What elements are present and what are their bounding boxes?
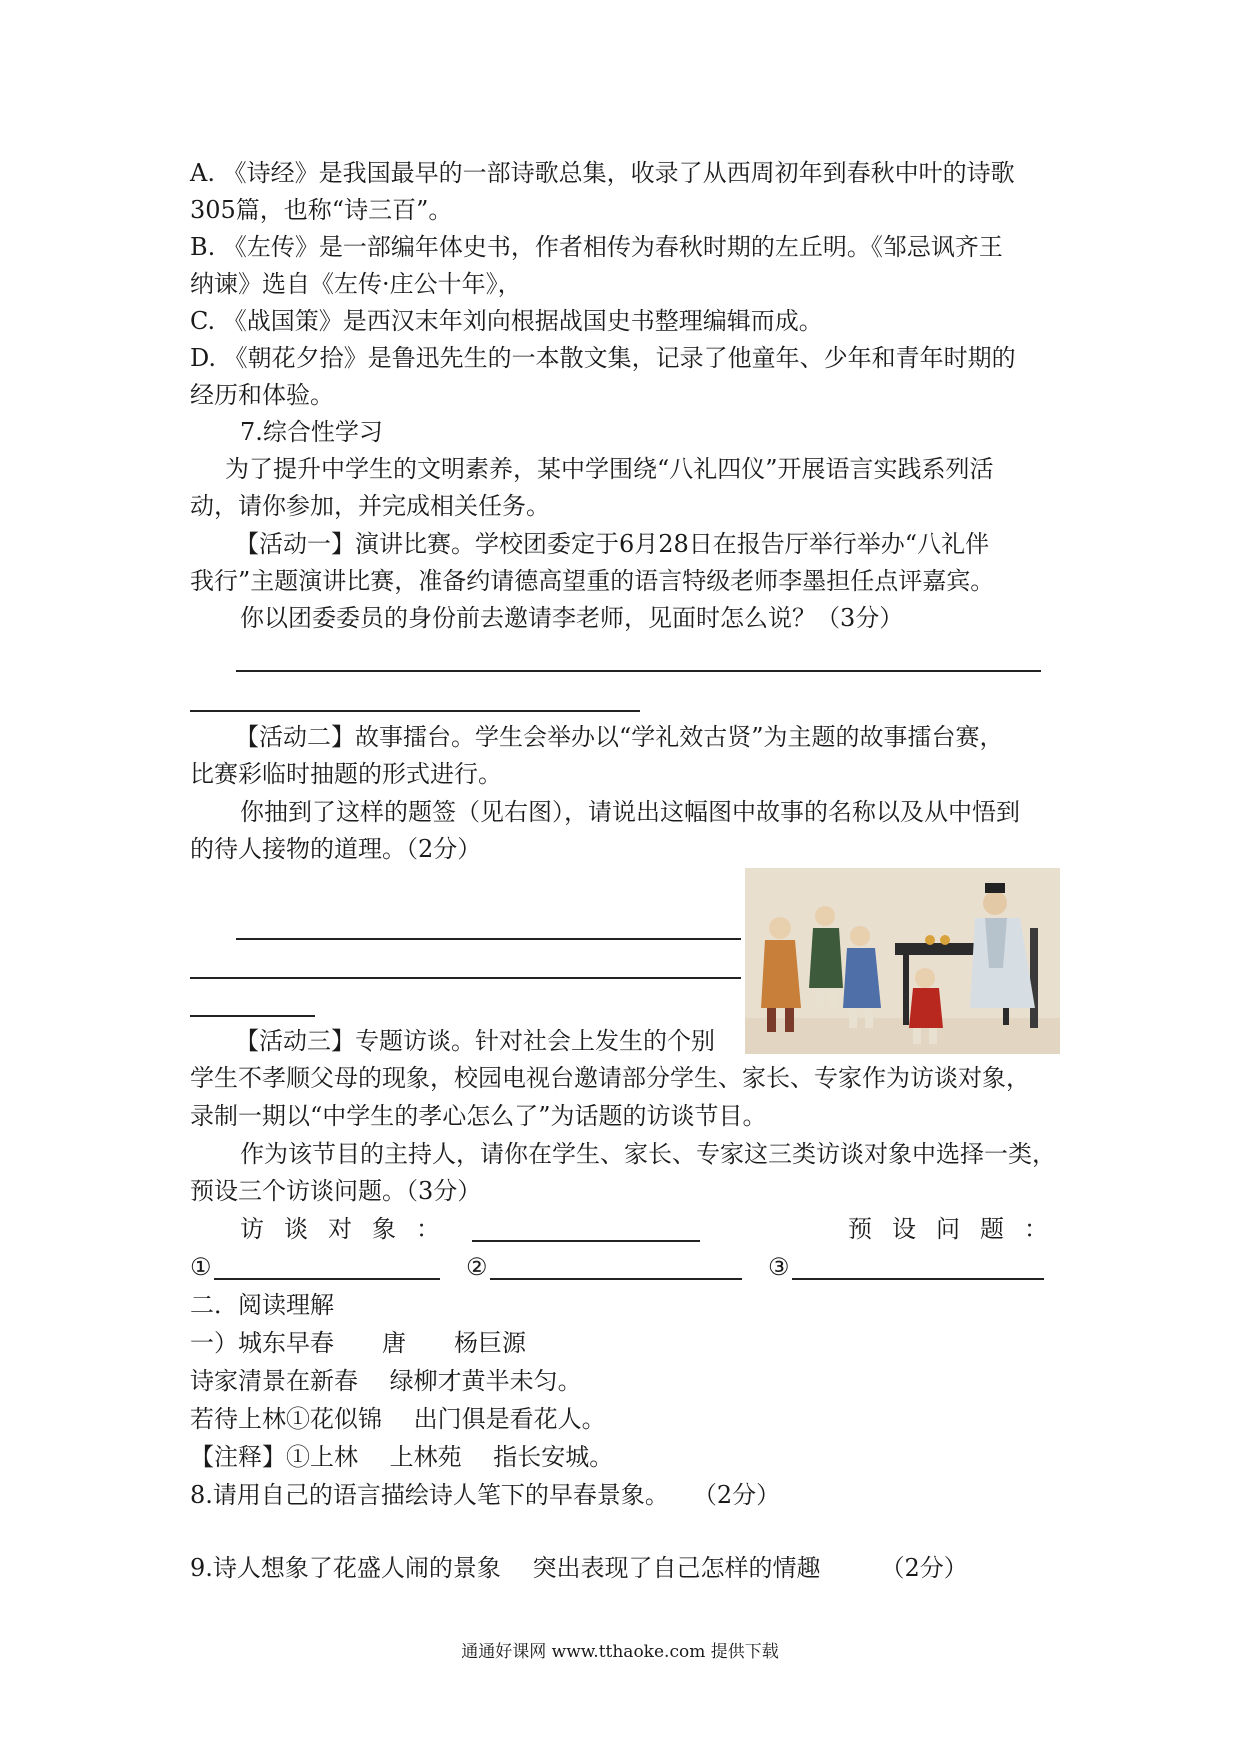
question-mark-2: ② <box>466 1253 488 1281</box>
footer-source: 通通好课网 www.tthaoke.com 提供下载 <box>461 1642 779 1662</box>
option-b-line2: 纳谏》选自《左传·庄公十年》， <box>190 270 522 298</box>
answer-line-2b[interactable] <box>190 977 741 979</box>
activity-3-line1: 【活动三】专题访谈。针对社会上发生的个别 <box>235 1027 715 1055</box>
activity-1-question: 你以团委委员的身份前去邀请李老师，见面时怎么说？（3分） <box>240 604 904 632</box>
option-d-line2: 经历和体验。 <box>190 381 334 409</box>
option-b-line1: B. 《左传》是一部编年体史书，作者相传为春秋时期的左丘明。《邹忌讽齐王 <box>190 233 1003 261</box>
activity-3-question-line2: 预设三个访谈问题。（3分） <box>190 1177 482 1205</box>
preset-questions-label: 预设问题： <box>848 1215 1068 1243</box>
section-7-intro-line1: 为了提升中学生的文明素养，某中学围绕“八礼四仪”开展语言实践系列活 <box>225 455 994 483</box>
poem-line-1: 诗家清景在新春 绿柳才黄半未匀。 <box>190 1367 582 1395</box>
activity-2-line1: 【活动二】故事擂台。学生会举办以“学礼效古贤”为主题的故事擂台赛， <box>235 723 1004 751</box>
interview-target-blank[interactable] <box>472 1240 700 1242</box>
poem-title: 一）城东早春 唐 杨巨源 <box>190 1329 526 1357</box>
option-a-line1: A. 《诗经》是我国最早的一部诗歌总集，收录了从西周初年到春秋中叶的诗歌 <box>190 159 1015 187</box>
interview-target-label: 访谈对象： <box>240 1215 460 1243</box>
part-2-heading: 二．阅读理解 <box>190 1291 334 1319</box>
answer-line-2c[interactable] <box>190 1015 315 1017</box>
section-7-title: 7.综合性学习 <box>240 418 383 446</box>
poem-note: 【注释】①上林 上林苑 指长安城。 <box>190 1443 614 1471</box>
activity-1-line1: 【活动一】演讲比赛。学校团委定于6月28日在报告厅举行举办“八礼伴 <box>235 530 990 558</box>
question-8: 8.请用自己的语言描绘诗人笔下的早春景象。 （2分） <box>190 1481 781 1509</box>
option-c-line1: C. 《战国策》是西汉末年刘向根据战国史书整理编辑而成。 <box>190 307 823 335</box>
story-painting-image <box>745 868 1060 1054</box>
poem-line-2: 若待上林①花似锦 出门俱是看花人。 <box>190 1405 606 1433</box>
question-blank-3[interactable] <box>792 1278 1044 1280</box>
question-mark-1: ① <box>190 1253 212 1281</box>
answer-line-1b[interactable] <box>190 710 640 712</box>
answer-line-2a[interactable] <box>236 938 741 940</box>
question-blank-2[interactable] <box>490 1278 742 1280</box>
activity-1-line2: 我行”主题演讲比赛，准备约请德高望重的语言特级老师李墨担任点评嘉宾。 <box>190 567 995 595</box>
option-a-line2: 305篇，也称“诗三百”。 <box>190 196 453 224</box>
activity-2-question-line1: 你抽到了这样的题签（见右图），请说出这幅图中故事的名称以及从中悟到 <box>240 798 1020 826</box>
activity-2-question-line2: 的待人接物的道理。（2分） <box>190 835 482 863</box>
answer-line-1a[interactable] <box>236 670 1041 672</box>
question-mark-3: ③ <box>768 1253 790 1281</box>
question-9: 9.诗人想象了花盛人闹的景象 突出表现了自己怎样的情趣 （2分） <box>190 1554 968 1582</box>
activity-3-line3: 录制一期以“中学生的孝心怎么了”为话题的访谈节目。 <box>190 1102 767 1130</box>
activity-3-question-line1: 作为该节目的主持人，请你在学生、家长、专家这三类访谈对象中选择一类， <box>240 1140 1056 1168</box>
activity-2-line2: 比赛彩临时抽题的形式进行。 <box>190 760 502 788</box>
question-blank-1[interactable] <box>214 1278 440 1280</box>
option-d-line1: D. 《朝花夕拾》是鲁迅先生的一本散文集，记录了他童年、少年和青年时期的 <box>190 344 1016 372</box>
activity-3-line2: 学生不孝顺父母的现象，校园电视台邀请部分学生、家长、专家作为访谈对象， <box>190 1064 1030 1092</box>
section-7-intro-line2: 动，请你参加，并完成相关任务。 <box>190 492 550 520</box>
